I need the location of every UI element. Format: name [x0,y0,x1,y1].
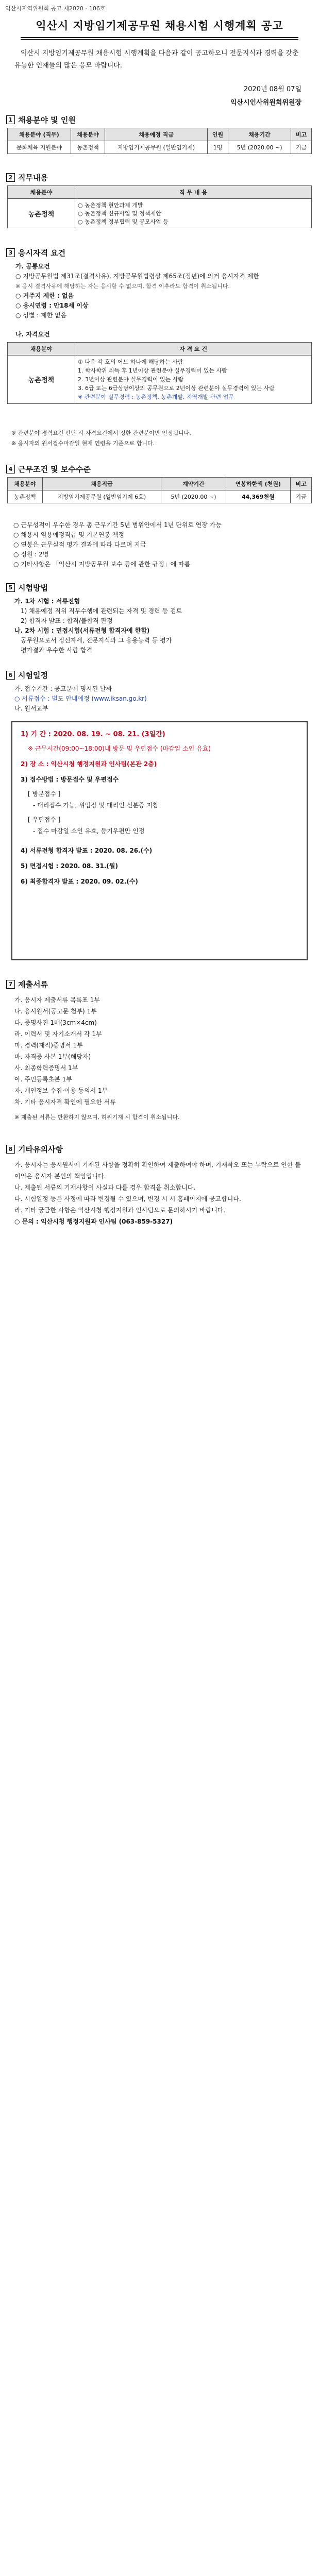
table-header: 연봉하한액 (천원) [226,478,291,490]
table-cell [75,199,312,228]
table-cell: 지방임기제공무원 (일반임기제) [105,141,208,154]
duty-item: ○ 농촌정책 정부협력 및 공모사업 등 [78,218,169,225]
schedule-first-result: 4) 서류전형 합격자 발표 : 2020. 08. 26.(수) [21,847,153,854]
table-header: 채용분야 [8,186,75,199]
schedule-method: 3) 접수방법 : 방문접수 및 우편접수 [21,776,119,783]
schedule-note: ※ 근무시간(09:00~18:00)내 방문 및 우편접수 (마감일 소인 유효) [28,745,211,752]
list-item: 사. 최종학력증명서 1부 [14,1064,78,1072]
list-item: 마. 경력(재직)증명서 1부 [14,1042,83,1049]
list-item: 라. 이력서 및 자기소개서 각 1부 [14,1030,102,1038]
list-item: 아. 주민등록초본 1부 [14,1076,72,1083]
duties-table [7,185,312,228]
schedule-place: 2) 장 소 : 익산시청 행정지원과 인사팀(본관 2층) [21,760,157,768]
table-cell: 44,369천원 [226,490,291,503]
list-item: 다. 시험일정 등은 사정에 따라 변경될 수 있으며, 변경 시 시 홈페이지에 공고합니다. [14,1195,241,1202]
section-6-heading: 6 시험일정 [6,670,48,681]
schedule-period: 1) 기 간 : 2020. 08. 19. ~ 08. 21. (3일간) [21,731,165,738]
announcement-date: 2020년 08월 07일 [243,86,301,93]
table-header: 직 무 내 용 [75,186,312,199]
table-header: 비고 [291,128,312,141]
other-notes [14,1159,306,1227]
eligibility-warning: ※ 관련분야 경력요건 판단 시 자격요건에서 정한 관련분야만 인정됩니다. [11,430,191,436]
table-header: 채용기간 [228,128,291,141]
intro-paragraph: 익산시 지방임기제공무원 채용시험 시행계획을 다음과 같이 공고하오니 전문지식과 경력을 갖춘 유능한 인재들의 많은 응모 바랍니다. [14,49,299,70]
title-divider [21,37,298,40]
table-row [8,141,312,154]
qualification-table [7,342,312,404]
table-cell: 농촌정책 [8,199,75,228]
table-cell: 5년 (2020.00 ~) [228,141,291,154]
eligibility-warning: ※ 응시자의 원서접수마감일 현재 연령을 기준으로 합니다. [11,440,155,447]
table-header: 계약기간 [161,478,226,490]
table-header: 채용분야 (직무) [8,128,71,141]
table-header: 채용직급 [42,478,161,490]
table-cell: 문화체육 지원분야 [8,141,71,154]
table-cell: 농촌정책 [8,355,75,404]
schedule-interview: 5) 면접시험 : 2020. 08. 31.(월) [21,862,118,870]
schedule-box: 1) 기 간 : 2020. 08. 19. ~ 08. 21. (3일간) ※ 근무시간(09:00~18:00)내 방문 및 우편접수 (마감일 소인 유효) 2) 장 소 : 익산시청 행정지원과 인사팀(본관 2층) 3) 접수방법 : 방문접수 및 우편접수 [ 방문접수 ] - 대리접수 가능, 위임장 및 대리인 신분증 지참 [ 우편접수 ] - 접수 마감일 소인 유효, 등기우편만 인정 4) 서류전형 합격자 발표 : 2020. 08. 26.(수) 5) 면접시험 : 2020. 08. 31.(월) 6) 최종합격자 발표 : 2020. 09. 02.(수) [11,721,308,960]
issuing-organization: 익산시인사위원회위원장 [230,99,301,107]
table-header: 채용예정 직급 [105,128,208,141]
salary-table [7,477,312,503]
list-item: 나. 응시원서(공고문 첨부) 1부 [14,1008,97,1015]
section-5-heading: 5 시험방법 [6,582,48,593]
table-cell: 1명 [208,141,228,154]
table-header: 자 격 요 건 [75,343,312,355]
list-item: 차. 기타 응시자격 확인에 필요한 서류 [14,1098,116,1106]
schedule-intro: 가. 접수기간 : 공고문에 명시된 날짜 ○ 서류접수 : 별도 안내예정 (www.iksan.go.kr) 나. 원서교부 [14,685,147,712]
table-header: 채용분야 [8,478,43,490]
table-header: 채용분야 [71,128,105,141]
list-item: 가. 응시자는 응시원서에 기재된 사항을 정확히 확인하여 제출하여야 하며, 기재착오 또는 누락으로 인한 불이익은 응시자 본인의 책임입니다. [14,1161,301,1180]
schedule-final-result: 6) 최종합격자 발표 : 2020. 09. 02.(수) [21,878,138,885]
table-cell: ① 다음 각 호의 어느 하나에 해당하는 사람 1. 학사학위 취득 후 1년이상 관련분야 실무경력이 있는 사람 2. 3년이상 관련분야 실무경력이 있는 사람 3. 6급 또는 6급상당이상의 공무원으로 2년이상 관련분야 실무경력이 있는 사람 ※ 관련분야 실무경력 : 농촌정책, 농촌개발, 지역개발 관련 업무 [75,355,312,404]
section-2-heading: 2 직무내용 [6,172,48,183]
table-header: 인원 [208,128,228,141]
document-list [14,994,308,1108]
salary-notes: ○ 근무성적이 우수한 경우 총 근무기간 5년 범위안에서 1년 단위로 연장 가능 ○ 채용시 임용예정직급 및 기본연봉 책정 ○ 연봉은 근무실적 평가 결과에 따라 다르며 지급 ○ 정원 : 2명 ○ 기타사항은 「익산시 지방공무원 보수 등에 관한 규정」에 따름 [13,521,222,568]
table-row [8,355,312,404]
section-7-heading: 7 제출서류 [6,979,48,990]
list-item: 다. 증명사진 1매(3cm×4cm) [14,1019,97,1026]
table-cell: 기금 [291,490,312,503]
eligibility-common: 가. 공통요건 ○ 지방공무원법 제31조(결격사유), 지방공무원법령상 제65조(정년)에 의거 응시자격 제한 ※ 응시 결격사유에 해당하는 자는 응시할 수 없으며, 합격 이후라도 합격이 취소됩니다. ○ 거주지 제한 : 없음 ○ 응시연령 : 만18세 이상 ○ 성별 : 제한 없음 [15,263,259,319]
duty-item: ○ 농촌정책 신규사업 및 정책제안 [78,210,161,217]
document-warning: ※ 제출된 서류는 반환하지 않으며, 허위기재 시 합격이 취소됩니다. [14,1114,180,1121]
section-1-heading: 1 채용분야 및 인원 [6,114,76,125]
recruitment-table [7,128,312,154]
table-cell: 농촌정책 [8,490,43,503]
list-item: 나. 제출된 서류의 기재사항이 사실과 다를 경우 합격을 취소합니다. [14,1184,196,1191]
duty-item: ○ 농촌정책 현안과제 개발 [78,202,143,209]
page-title: 익산시 지방임기제공무원 채용시험 시행계획 공고 [36,20,283,32]
eligibility-sub-heading: 나. 자격요건 [15,331,50,338]
table-header: 비고 [291,478,312,490]
table-row [8,199,312,228]
list-item: 자. 개인정보 수집·이용 동의서 1부 [14,1087,108,1094]
section-4-heading: 4 근무조건 및 보수수준 [6,464,91,474]
table-cell: 5년 (2020.00 ~) [161,490,226,503]
table-cell: 지방임기제공무원 (일반임기제 6호) [42,490,161,503]
exam-method: 가. 1차 시험 : 서류전형 1) 채용예정 직위 직무수행에 관련되는 자격 및 경력 등 검토 2) 합격자 발표 : 합격/불합격 판정 나. 2차 시험 : 면접시험(서류전형 합격자에 한함) 공무원으로서 정신자세, 전문지식과 그 응용능력 등 평가 평가결과 우수한 사람 합격 [14,598,182,654]
section-8-heading: 8 기타유의사항 [6,1144,63,1155]
list-item: 라. 기타 궁금한 사항은 익산시청 행정지원과 인사팀으로 문의하시기 바랍니다. [14,1207,226,1214]
table-cell: 기금 [291,141,312,154]
list-item: 가. 응시자 제출서류 목록표 1부 [14,996,100,1004]
section-3-heading: 3 응시자격 요건 [6,247,65,258]
document-number: 익산시지역위원회 공고 제2020 - 106호 [5,5,106,12]
contact-info: ○ 문의 : 익산시청 행정지원과 인사팀 (063-859-5327) [14,1218,173,1225]
table-header: 채용분야 [8,343,75,355]
table-row [8,490,312,503]
table-cell: 농촌정책 [71,141,105,154]
list-item: 바. 자격증 사본 1부(해당자) [14,1053,91,1060]
